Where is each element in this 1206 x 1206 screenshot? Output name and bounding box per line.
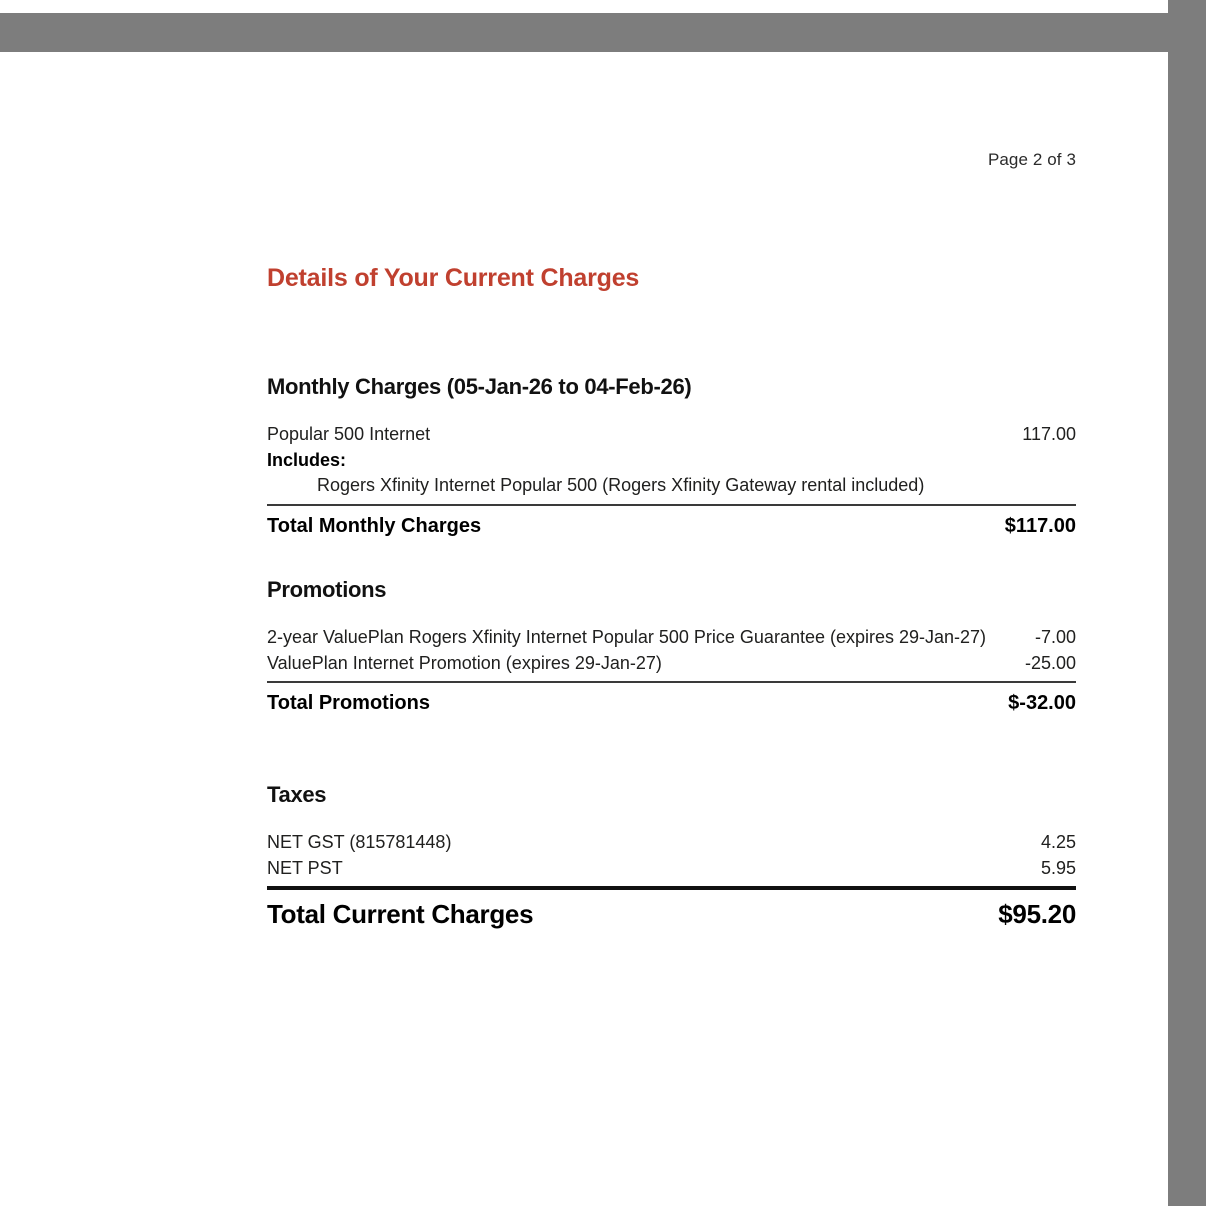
- grand-total-divider: [267, 886, 1076, 890]
- promotion-line-amount: -25.00: [1024, 652, 1076, 673]
- promotions-total-row: [267, 689, 1076, 717]
- promotion-line-label: ValuePlan Internet Promotion (expires 29-Jan-27): [267, 652, 662, 673]
- monthly-charges-heading: Monthly Charges (05-Jan-26 to 04-Feb-26): [267, 374, 692, 399]
- promotions-section: [267, 577, 1076, 717]
- scan-artifact-top-band: [0, 13, 1206, 52]
- bill-page: [0, 52, 1168, 1206]
- promotions-total-amount: $-32.00: [1008, 692, 1076, 715]
- promotions-divider: [267, 681, 1076, 683]
- grand-total-label: Total Current Charges: [267, 899, 534, 930]
- scan-artifact-right-band: [1168, 0, 1206, 1206]
- taxes-heading: Taxes: [267, 782, 327, 807]
- grand-total-row: [267, 896, 1076, 933]
- includes-item-row: [267, 473, 1076, 499]
- tax-line-label: NET GST (815781448): [267, 832, 452, 852]
- promotions-heading: Promotions: [267, 577, 387, 602]
- monthly-charges-total-row: [267, 512, 1076, 540]
- tax-line-item: [267, 856, 1076, 882]
- tax-line-amount: 5.95: [1040, 857, 1076, 878]
- promotion-line-amount: -7.00: [1034, 627, 1076, 647]
- tax-line-label: NET PST: [267, 857, 343, 878]
- promotion-line-item: [267, 651, 1076, 677]
- tax-line-amount: 4.25: [1040, 832, 1076, 852]
- monthly-charges-section: [267, 374, 1076, 540]
- taxes-section: [267, 782, 1076, 933]
- monthly-charges-total-amount: $117.00: [1004, 514, 1076, 537]
- monthly-charges-divider: [267, 504, 1076, 506]
- includes-label-row: [267, 448, 1076, 474]
- page-indicator: Page 2 of 3: [987, 150, 1076, 169]
- monthly-charges-total-label: Total Monthly Charges: [267, 514, 482, 537]
- scan-artifact-corner: [1138, 0, 1168, 13]
- tax-line-item: [267, 830, 1076, 856]
- includes-item-label: Rogers Xfinity Internet Popular 500 (Rogers Xfinity Gateway rental included): [317, 475, 925, 496]
- promotions-total-label: Total Promotions: [267, 692, 430, 715]
- page-title: Details of Your Current Charges: [267, 264, 640, 292]
- charge-line-amount: 117.00: [1022, 424, 1076, 444]
- promotion-line-label: 2-year ValuePlan Rogers Xfinity Internet Popular 500 Price Guarantee (expires 29-Jan-27): [267, 627, 987, 647]
- charge-line-label: Popular 500 Internet: [267, 424, 431, 444]
- grand-total-amount: $95.20: [998, 899, 1076, 930]
- promotion-line-item: [267, 625, 1076, 651]
- charge-line-item: [267, 422, 1076, 448]
- includes-label: Includes:: [267, 449, 347, 470]
